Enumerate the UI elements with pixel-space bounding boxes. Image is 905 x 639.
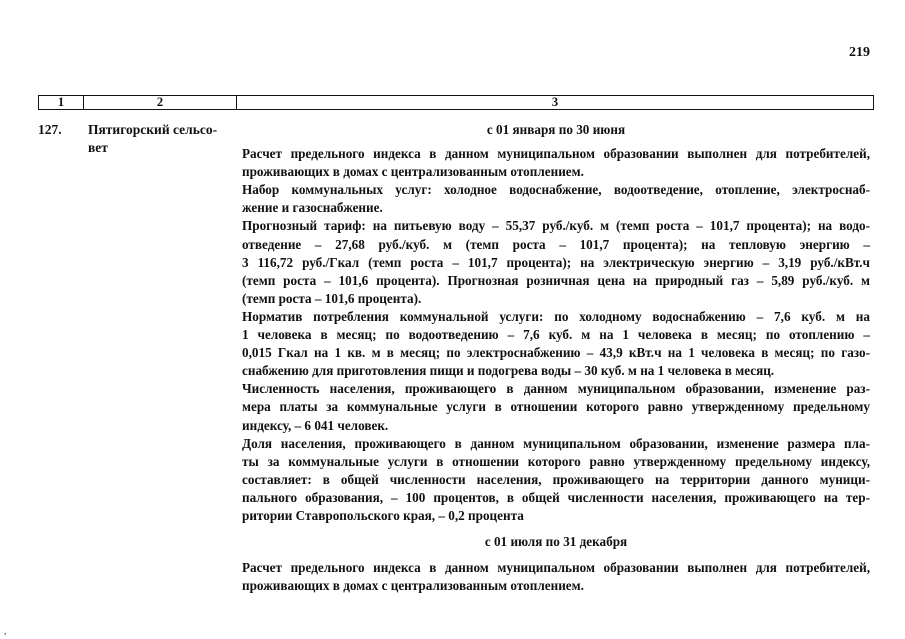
text-line: составляет: в общей численности населения, проживающего на территории данного муници- <box>242 471 870 487</box>
header-col-2: 2 <box>84 96 237 109</box>
row-name <box>88 121 236 157</box>
text-line: проживающих в домах с централизованным отоплением. <box>242 164 584 180</box>
text-line: Прогнозный тариф: на питьевую воду – 55,37 руб./куб. м (темп роста – 101,7 процента); на водо- <box>242 218 870 234</box>
text-line: жение и газоснабжение. <box>242 200 383 216</box>
paragraph-forecast-tariff <box>242 217 870 307</box>
text-line: ты за коммунальные услуги в отношении которого равно утвержденному предельному индексу, <box>242 453 870 469</box>
text-line: мера платы за коммунальные услуги в отношении которого равно утвержденному предельному <box>242 399 870 415</box>
text-line: отведение – 27,68 руб./куб. м (темп роста – 101,7 процента); на тепловую энергию – <box>242 236 870 252</box>
text-line: Численность населения, проживающего в данном муниципальном образовании, изменение раз- <box>242 381 870 397</box>
header-col-3: 3 <box>551 95 559 109</box>
page-number: 219 <box>849 45 870 60</box>
text-line: 3 116,72 руб./Гкал (темп роста – 101,7 процента); на электрическую энергию – 3,19 руб./кВт.ч <box>242 254 870 270</box>
table-header-row <box>38 95 874 110</box>
paragraph-consumption-norm <box>242 308 870 380</box>
paragraph-population-share <box>242 435 870 525</box>
row-name-line-1: Пятигорский сельсо- <box>88 122 218 137</box>
row-number: 127. <box>38 122 62 137</box>
text-line: Набор коммунальных услуг: холодное водоснабжение, водоотведение, отопление, электроснаб- <box>242 182 870 198</box>
period-heading-first: с 01 января по 30 июня <box>486 122 626 137</box>
paragraph-services-set <box>242 181 870 217</box>
text-line: индексу, – 6 041 человек. <box>242 417 389 433</box>
margin-mark: , <box>4 626 7 636</box>
text-line: снабжению для приготовления пищи и подогрева воды – 30 куб. м на 1 человека в месяц. <box>242 363 775 379</box>
paragraph-population-count <box>242 380 870 434</box>
period-heading-second: с 01 июля по 31 декабря <box>484 534 628 550</box>
text-line: ритории Ставропольского края, – 0,2 процента <box>242 507 524 523</box>
paragraph-calc-scope-second <box>242 559 870 595</box>
text-line: пального образования, – 100 процентов, в общей численности населения, проживающего на тер- <box>242 489 870 505</box>
text-line: проживающих в домах с централизованным отоплением. <box>242 578 584 594</box>
text-line: 1 человека в месяц; по водоотведению – 7,6 куб. м на 1 человека в месяц; по отоплению – <box>242 327 870 343</box>
text-line: (темп роста – 101,6 процента). <box>242 290 422 306</box>
text-line: Норматив потребления коммунальной услуги: по холодному водоснабжению – 7,6 куб. м на <box>242 308 870 324</box>
row-content <box>242 121 870 595</box>
paragraph-calc-scope <box>242 145 870 181</box>
text-line: Доля населения, проживающего в данном муниципальном образовании, изменение размера пла- <box>242 435 870 451</box>
text-line: 0,015 Гкал на 1 кв. м в месяц; по электроснабжению – 43,9 кВт.ч на 1 человека в месяц; по газо- <box>242 345 870 361</box>
row-name-line-2: вет <box>88 140 108 155</box>
text-line: Расчет предельного индекса в данном муниципальном образовании выполнен для потребителей, <box>242 146 870 162</box>
text-line: (темп роста – 101,6 процента). Прогнозная розничная цена на природный газ – 5,89 руб./куб. м <box>242 272 870 288</box>
header-col-1: 1 <box>39 96 84 109</box>
text-line: Расчет предельного индекса в данном муниципальном образовании выполнен для потребителей, <box>242 560 870 576</box>
